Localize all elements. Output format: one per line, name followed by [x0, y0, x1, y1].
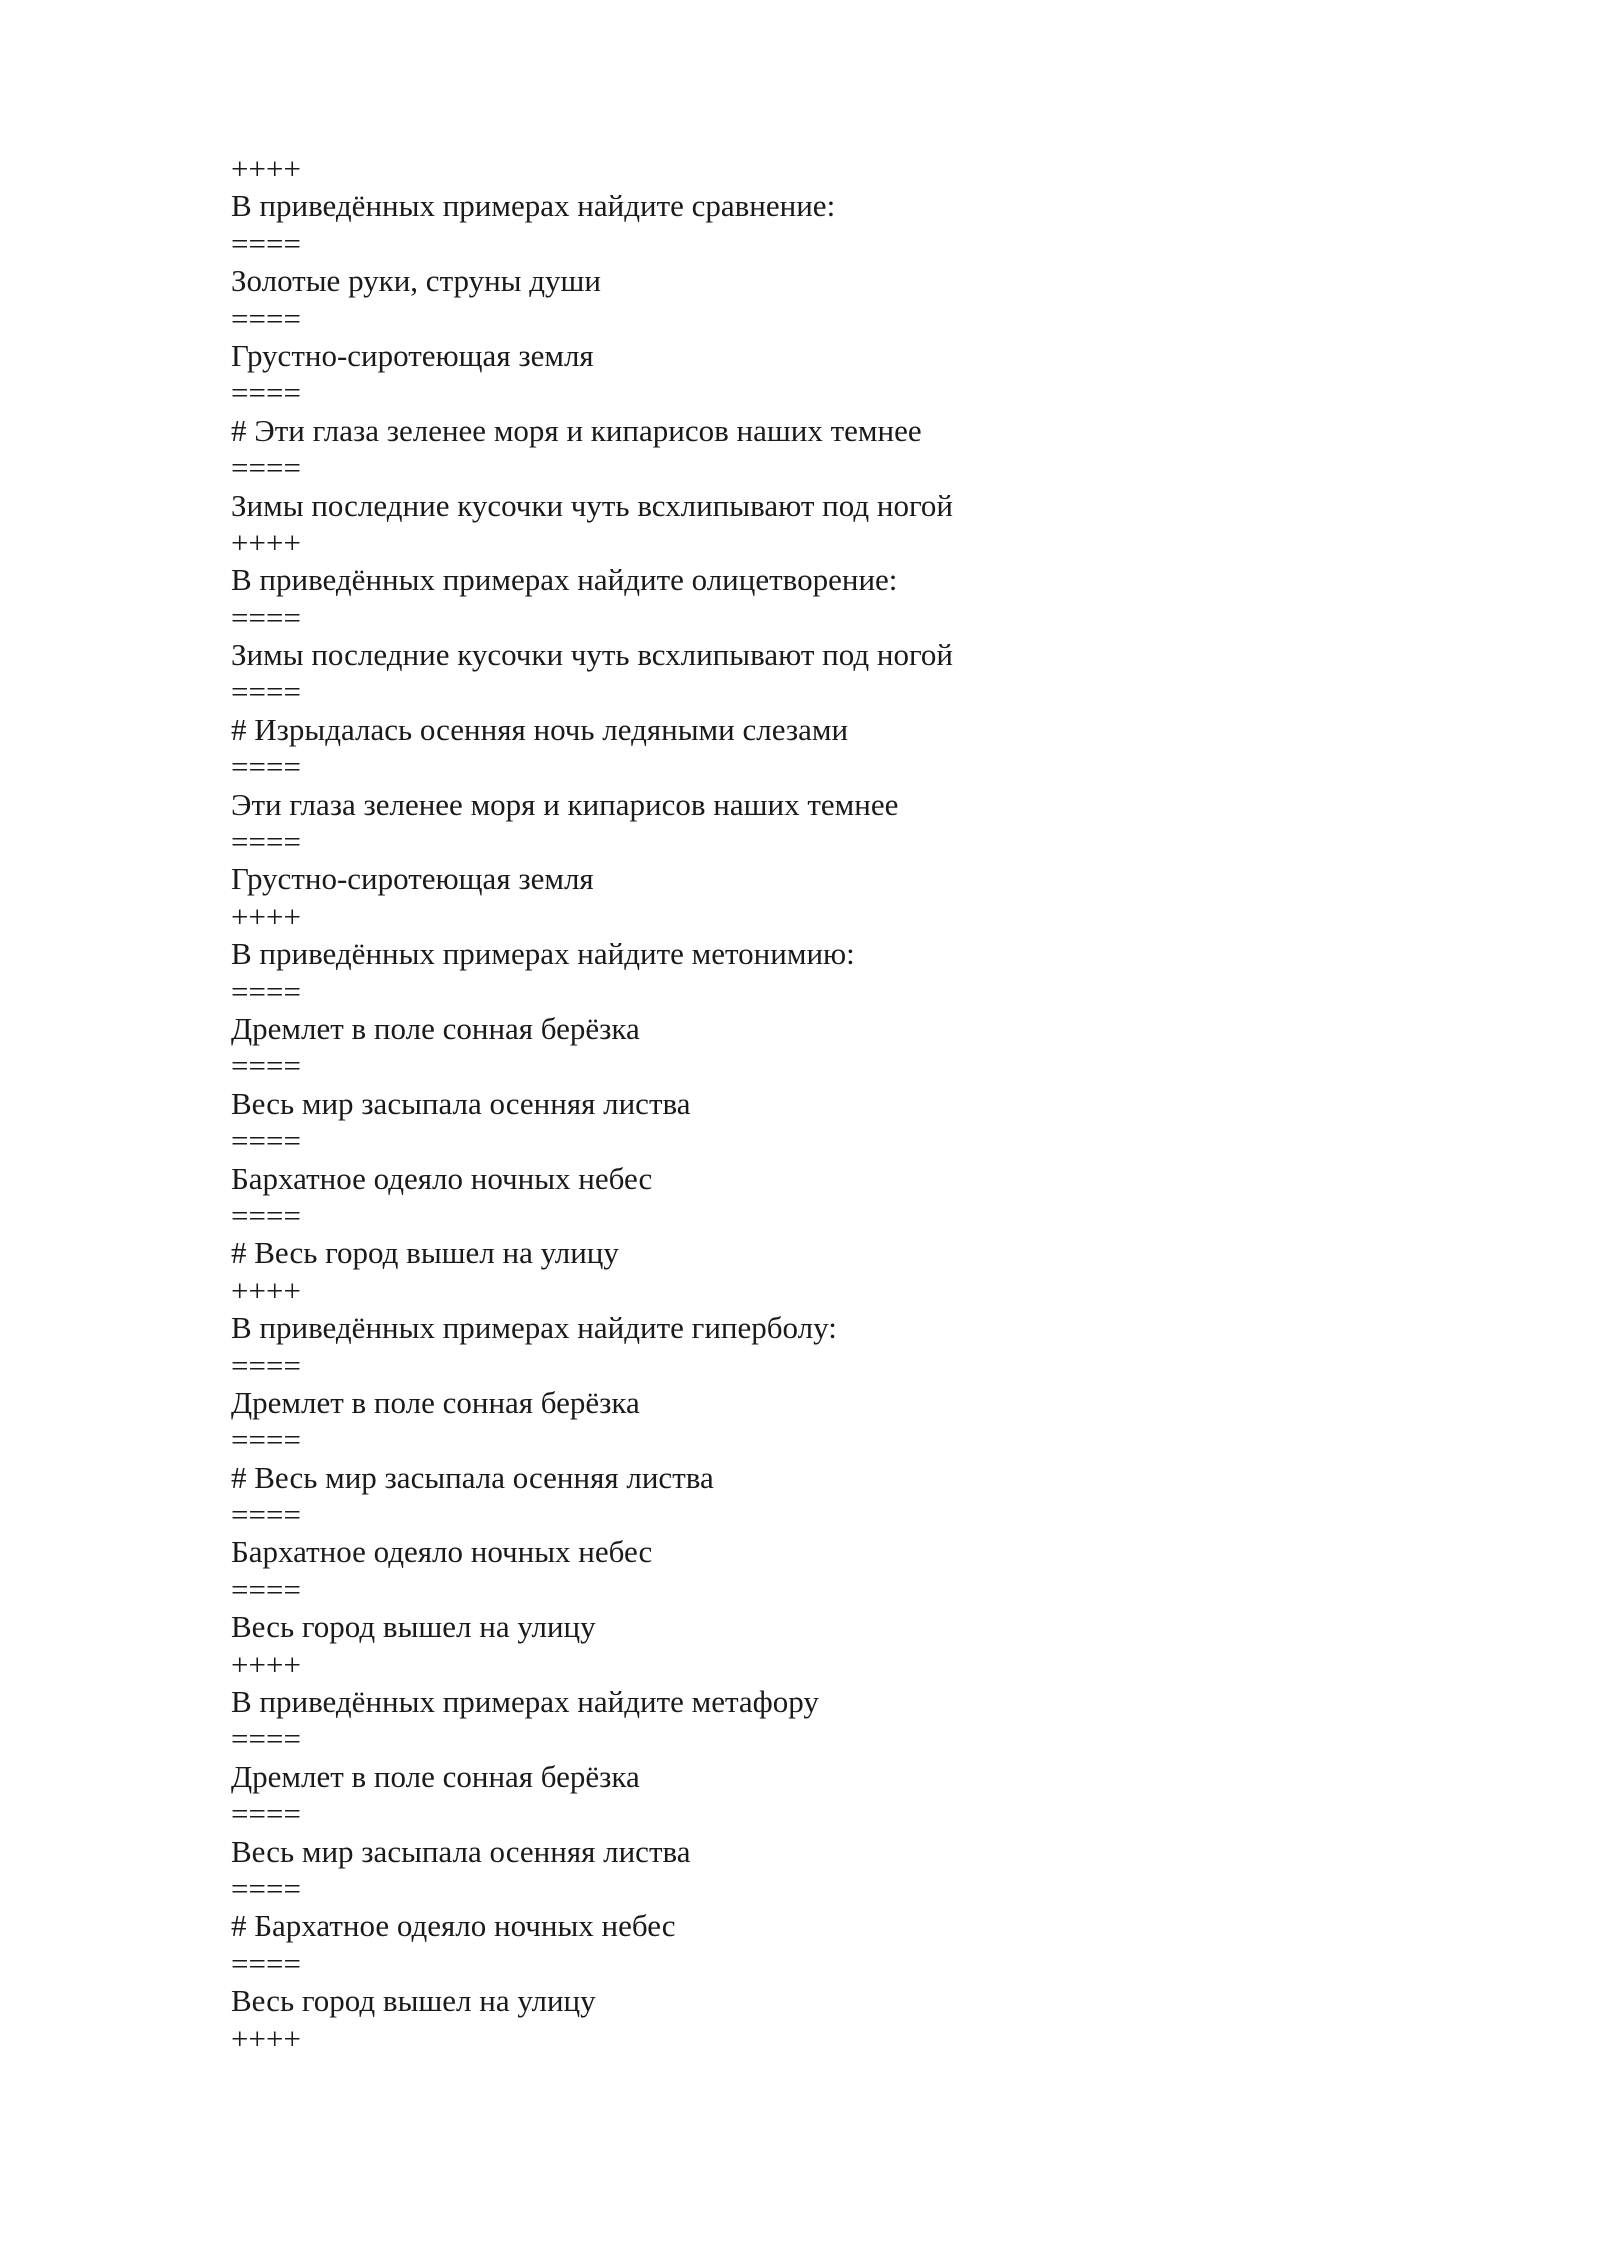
separator-line: ====	[231, 1197, 301, 1233]
answer-line: Золотые руки, струны души	[231, 263, 601, 299]
answer-line: Весь город вышел на улицу	[231, 1983, 596, 2019]
answer-line: Весь мир засыпала осенняя листва	[231, 1085, 691, 1121]
answer-line: Дремлет в поле сонная берёзка	[231, 1758, 640, 1794]
answer-line: Грустно-сиротеющая земля	[231, 337, 594, 373]
answer-line: Весь мир засыпала осенняя листва	[231, 1833, 691, 1869]
separator-line: ====	[231, 749, 301, 785]
correct-answer-line: # Весь мир засыпала осенняя листва	[231, 1459, 714, 1495]
correct-answer-line: # Изрыдалась осенняя ночь ледяными слезами	[231, 711, 849, 747]
separator-line: ====	[231, 1571, 301, 1607]
separator-line: ====	[231, 1497, 301, 1533]
separator-line: ====	[231, 1945, 301, 1981]
separator-line: ++++	[231, 524, 301, 560]
separator-line: ====	[231, 1347, 301, 1383]
correct-answer-line: # Весь город вышел на улицу	[231, 1235, 619, 1271]
answer-line: Грустно-сиротеющая земля	[231, 861, 594, 897]
answer-line: Бархатное одеяло ночных небес	[231, 1160, 653, 1196]
answer-line: Дремлет в поле сонная берёзка	[231, 1010, 640, 1046]
correct-answer-line: # Бархатное одеяло ночных небес	[231, 1908, 676, 1944]
separator-line: ====	[231, 1796, 301, 1832]
separator-line: ====	[231, 599, 301, 635]
question-line: В приведённых примерах найдите метафору	[231, 1684, 819, 1720]
separator-line: ====	[231, 450, 301, 486]
document-text	[231, 150, 1431, 2057]
answer-line: Зимы последние кусочки чуть всхлипывают под ногой	[231, 637, 953, 673]
separator-line: ++++	[231, 151, 301, 186]
separator-line: ++++	[231, 1272, 301, 1308]
answer-line: Эти глаза зеленее моря и кипарисов наших темнее	[231, 786, 899, 822]
answer-line: Зимы последние кусочки чуть всхлипывают под ногой	[231, 487, 953, 523]
separator-line: ====	[231, 973, 301, 1009]
separator-line: ====	[231, 1870, 301, 1906]
separator-line: ++++	[231, 898, 301, 934]
answer-line: Бархатное одеяло ночных небес	[231, 1534, 653, 1570]
separator-line: ====	[231, 1721, 301, 1757]
separator-line: ++++	[231, 2020, 301, 2056]
separator-line: ====	[231, 674, 301, 710]
separator-line: ====	[231, 300, 301, 336]
separator-line: ====	[231, 1422, 301, 1458]
separator-line: ====	[231, 375, 301, 411]
answer-line: Весь город вышел на улицу	[231, 1609, 596, 1645]
question-line: В приведённых примерах найдите сравнение:	[231, 188, 836, 224]
question-line: В приведённых примерах найдите гиперболу:	[231, 1310, 837, 1346]
separator-line: ====	[231, 225, 301, 261]
separator-line: ++++	[231, 1646, 301, 1682]
question-line: В приведённых примерах найдите метонимию:	[231, 936, 855, 972]
answer-line: Дремлет в поле сонная берёзка	[231, 1384, 640, 1420]
separator-line: ====	[231, 1123, 301, 1159]
correct-answer-line: # Эти глаза зеленее моря и кипарисов наших темнее	[231, 412, 922, 448]
separator-line: ====	[231, 1048, 301, 1084]
separator-line: ====	[231, 824, 301, 860]
question-line: В приведённых примерах найдите олицетворение:	[231, 562, 898, 598]
